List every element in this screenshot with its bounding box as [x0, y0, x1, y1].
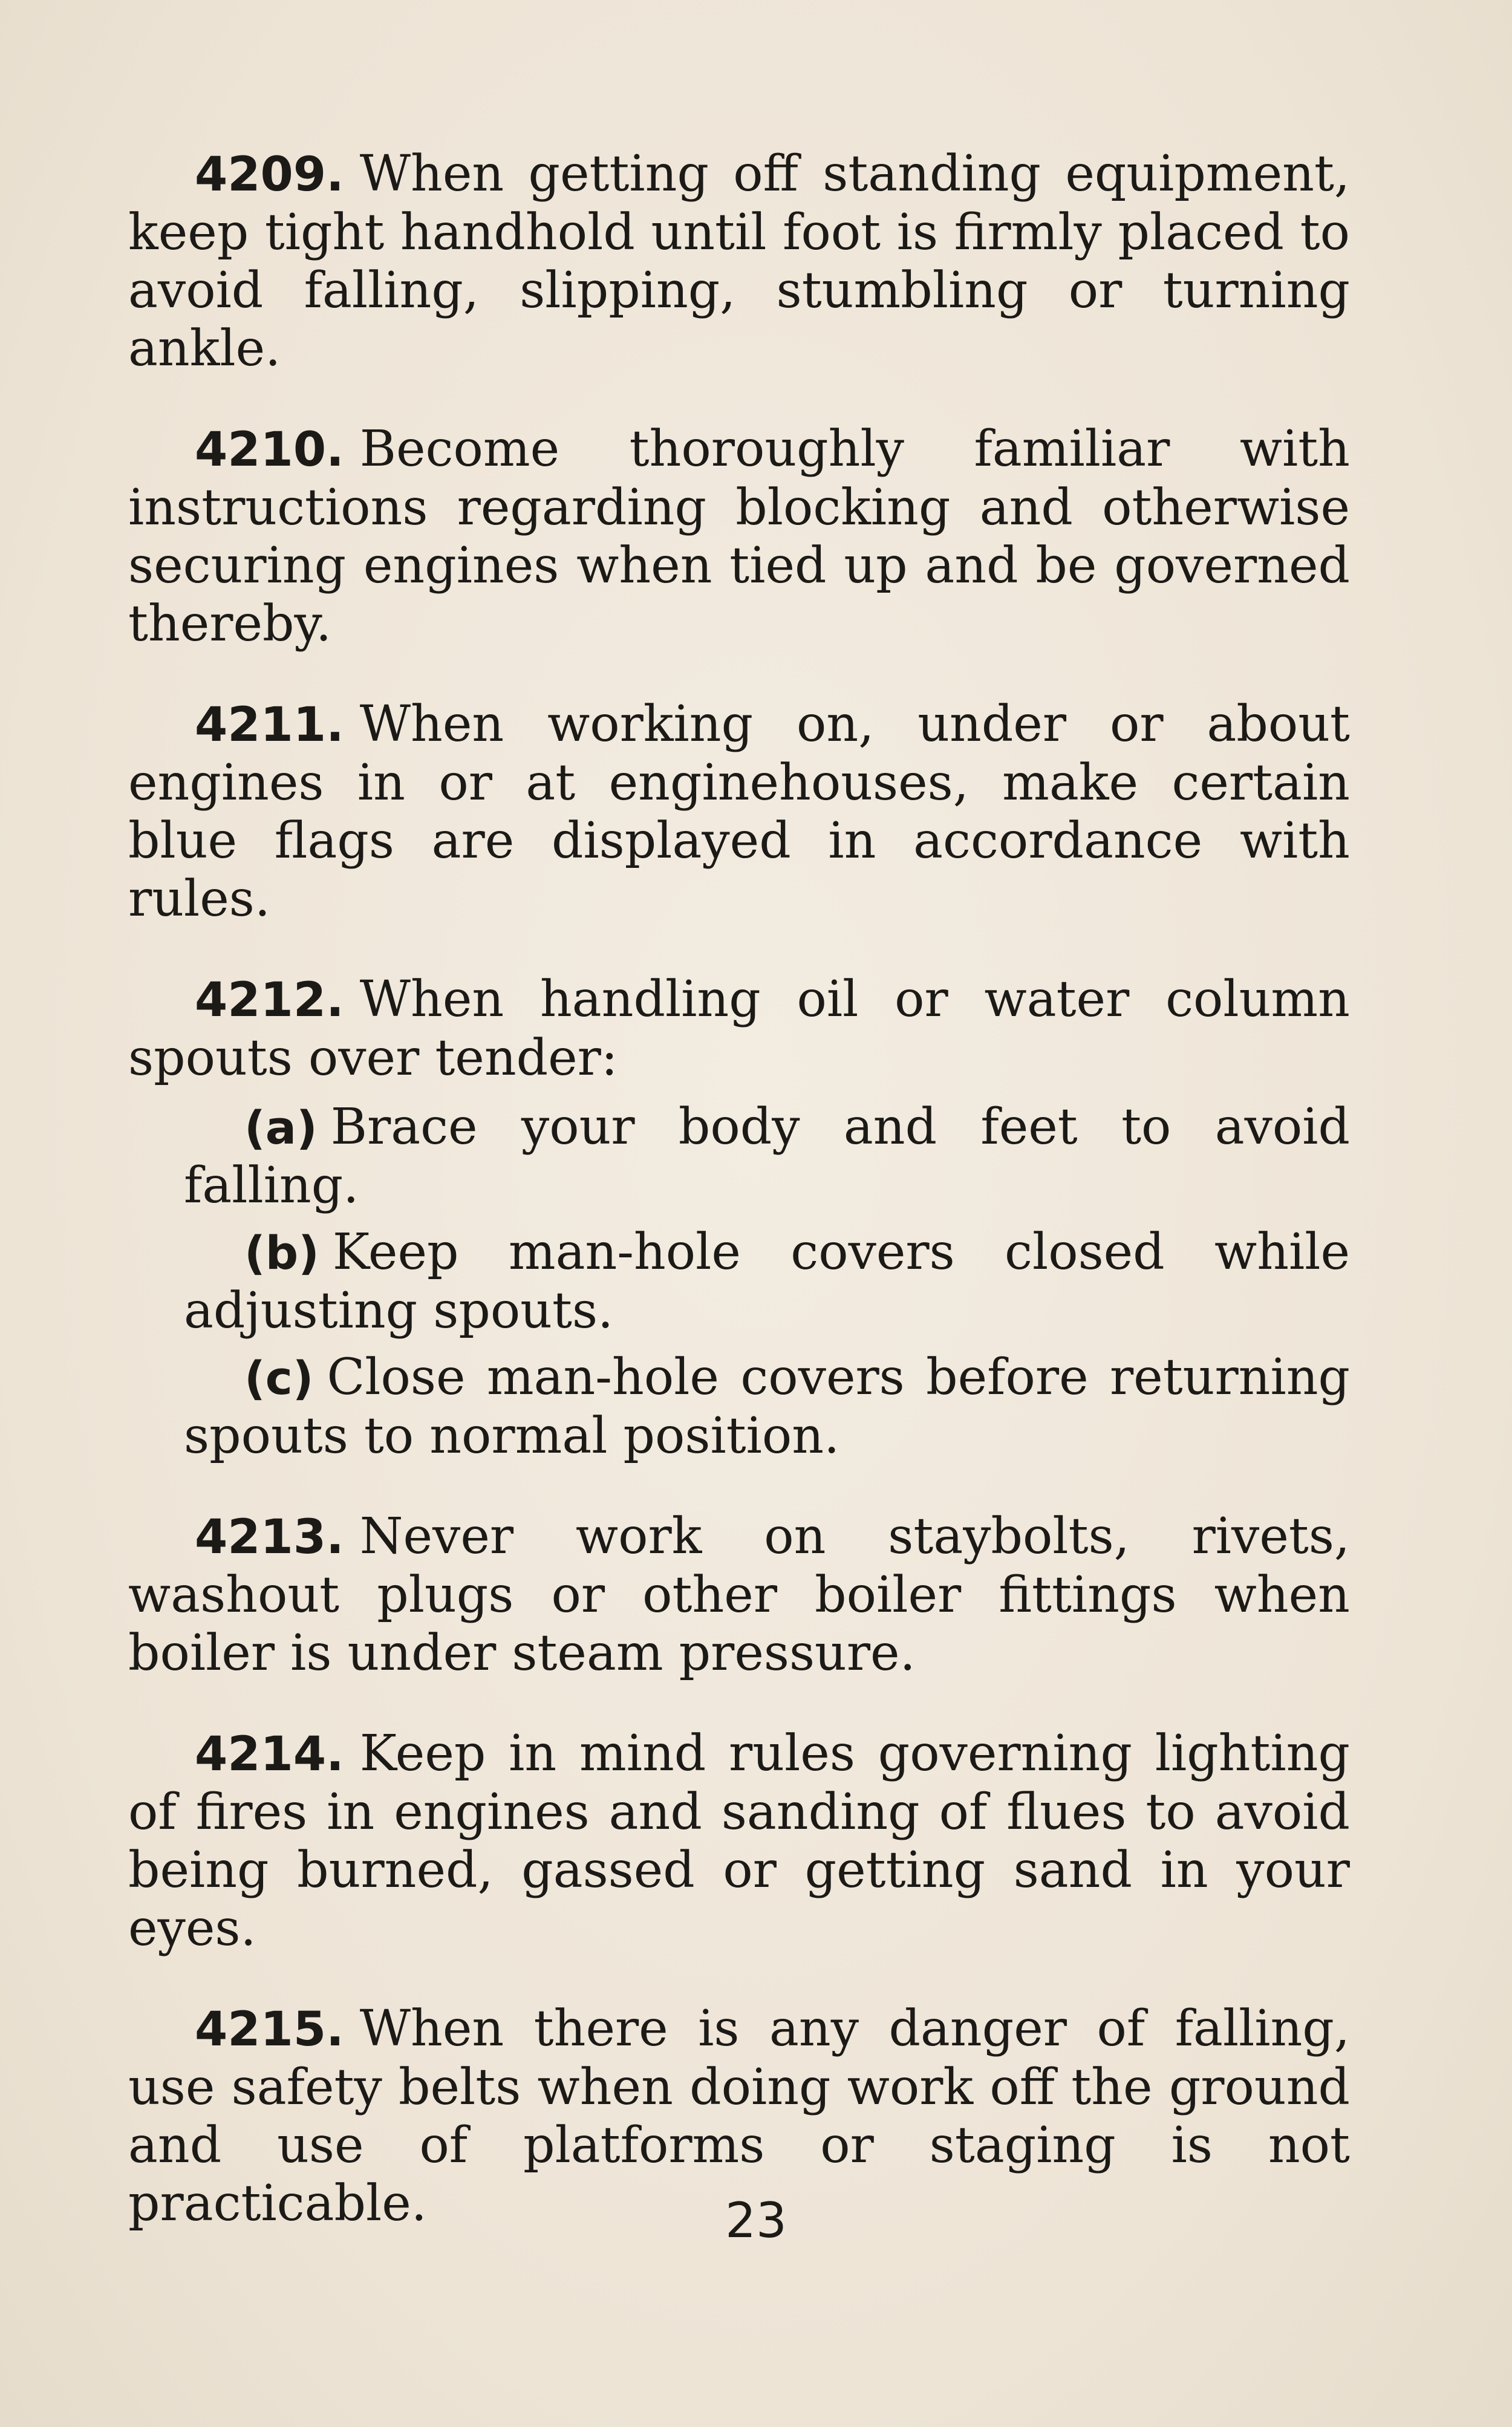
rule-text: Become thoroughly familiar with instructions regarding blocking and otherwise securing engines when tied up and be governed thereby.: [128, 420, 1350, 653]
rule-text: Keep in mind rules governing lighting of fires in engines and sanding of flues to avoid being burned, gassed or getting sand in your eyes.: [128, 1725, 1350, 1957]
subitem-text: Keep man-hole covers closed while adjusting spouts.: [184, 1223, 1350, 1340]
subitem-letter: (c): [244, 1351, 314, 1405]
rule-text: When handling oil or water column spouts over tender:: [128, 971, 1350, 1087]
rule-4213: [128, 1508, 1350, 1683]
rule-text: When working on, under or about engines in or at enginehouses, make certain blue flags are displayed in accordance with rules.: [128, 696, 1350, 928]
rule-4212-subitem-b: [184, 1223, 1350, 1340]
rules-list: [128, 145, 1350, 2275]
rule-number: 4212.: [195, 973, 344, 1028]
rule-number: 4209.: [195, 148, 344, 202]
rule-4212: [128, 971, 1350, 1087]
rule-4212-subitem-a: [184, 1098, 1350, 1215]
subitem-text: Close man-hole covers before returning spouts to normal position.: [184, 1349, 1350, 1465]
rule-text: When there is any danger of falling, use safety belts when doing work off the ground and use of platforms or staging is not practicable.: [128, 2000, 1350, 2232]
rule-4209: [128, 145, 1350, 378]
rule-number: 4214.: [195, 1727, 344, 1782]
rule-number: 4215.: [195, 2002, 344, 2057]
rule-number: 4211.: [195, 698, 344, 752]
rule-number: 4210.: [195, 423, 344, 477]
rule-text: When getting off standing equipment, keep tight handhold until foot is firmly placed to avoid falling, slipping, stumbling or turning ankle.: [128, 145, 1350, 377]
rule-4212-subitem-c: [184, 1349, 1350, 1465]
rule-text: Never work on staybolts, rivets, washout plugs or other boiler fittings when boiler is under steam pressure.: [128, 1508, 1350, 1682]
subitem-letter: (b): [244, 1226, 319, 1280]
subitem-letter: (a): [244, 1101, 318, 1155]
rule-4211: [128, 696, 1350, 928]
rule-number: 4213.: [195, 1510, 344, 1565]
page-number: 23: [725, 2192, 787, 2249]
subitem-text: Brace your body and feet to avoid falling.: [184, 1098, 1350, 1214]
rule-4210: [128, 420, 1350, 653]
rule-4214: [128, 1725, 1350, 1958]
